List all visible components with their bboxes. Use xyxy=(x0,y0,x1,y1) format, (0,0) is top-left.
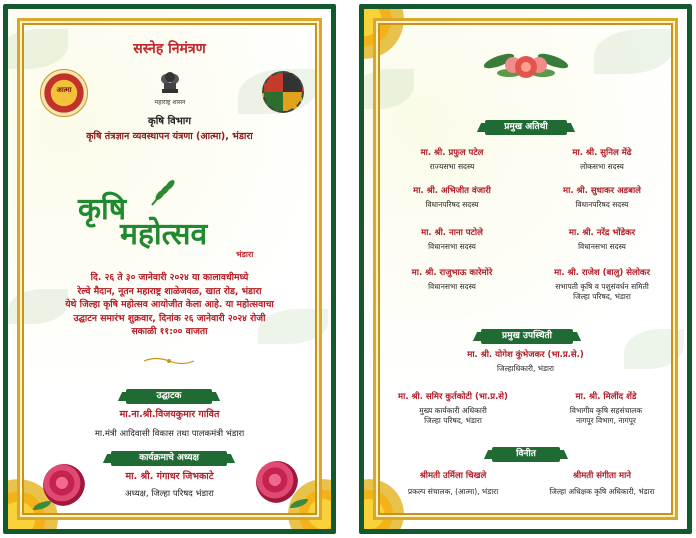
rose-decoration xyxy=(256,461,298,503)
humble-label: विनीत xyxy=(492,447,560,462)
state-emblem-icon xyxy=(158,67,182,97)
guest-name: मा. श्री. अभिजीत वंजारी xyxy=(413,186,491,196)
presence-entry xyxy=(536,391,676,426)
guest-entry xyxy=(532,227,672,252)
guest-name: मा. श्री. प्रफुल पटेल xyxy=(420,148,484,158)
rose-decoration xyxy=(43,464,85,506)
guest-name: मा. श्री. राजेश (बालु) सेलोकर xyxy=(554,268,650,278)
guest-role: विधानपरिषद सदस्य xyxy=(575,200,629,209)
presence-name: मा. श्री. योगेश कुंभेजकर (भा.प्र.से.) xyxy=(467,350,584,360)
guest-entry xyxy=(382,227,522,252)
guest-role: विधानपरिषद सदस्य xyxy=(425,200,479,209)
event-line: सकाळी ११:०० वाजता xyxy=(131,326,208,337)
department-name: कृषि विभाग xyxy=(148,116,191,127)
guest-entry xyxy=(382,267,522,292)
presence-role: मुख्य कार्यकारी अधिकारी xyxy=(419,406,487,415)
guest-name: मा. श्री. नरेंद्र भोंडेकर xyxy=(568,228,636,238)
event-line: उद्घाटन समारंभ शुक्रवार, दिनांक २६ जानेवारी २०२४ रोजी xyxy=(73,312,266,324)
humble-entry xyxy=(524,470,680,497)
presence-role-line2: नागपूर विभाग, नागपूर xyxy=(575,416,636,425)
festival-title-word1: कृषि xyxy=(78,192,127,227)
presence-name: मा. श्री. मिलींद शेंडे xyxy=(575,392,637,402)
guest-entry xyxy=(532,147,672,172)
guest-entry xyxy=(524,267,680,302)
presence-entry xyxy=(364,349,687,374)
guest-entry xyxy=(532,185,672,210)
event-description xyxy=(22,271,317,339)
guest-role: विधानसभा सदस्य xyxy=(428,242,476,251)
presence-name: मा. श्री. समिर कुर्तकोटी (भा.प्र.से) xyxy=(398,392,508,402)
humble-name: श्रीमती उर्मिला चिखले xyxy=(419,471,487,481)
floral-ornament xyxy=(479,41,573,89)
guest-role: सभापती कृषि व पशुसंवर्धन समिती xyxy=(555,282,649,291)
guest-name: मा. श्री. नाना पटोले xyxy=(421,228,483,238)
event-line: येथे जिल्हा कृषि महोत्सव आयोजीत केला आहे. या महोत्सवाचा xyxy=(65,299,274,310)
guest-name: मा. श्री. सुधाकर अडबाले xyxy=(563,186,641,196)
guest-name: मा. श्री. राजुभाऊ कारेमोरे xyxy=(411,268,493,278)
presence-role: विभागीय कृषि सहसंचालक xyxy=(569,406,643,415)
presence-role-line2: जिल्हा परिषद, भंडारा xyxy=(424,416,482,425)
presence-role: जिल्हाधिकारी, भंडारा xyxy=(497,364,554,373)
humble-name: श्रीमती संगीता माने xyxy=(572,471,632,481)
invitation-heading: सस्नेह निमंत्रण xyxy=(133,41,206,57)
guest-role: विधानसभा सदस्य xyxy=(578,242,626,251)
inaugurator-label: उद्घाटक xyxy=(126,389,212,404)
guest-entry xyxy=(382,147,522,172)
guest-role: राज्यसभा सदस्य xyxy=(429,162,475,171)
festival-title-word2: महोत्सव xyxy=(120,217,208,252)
right-panel xyxy=(359,4,692,534)
sunflower-decoration xyxy=(364,9,404,59)
presence-label: प्रमुख उपस्थिती xyxy=(481,329,573,344)
chief-guests-label: प्रमुख अतिथी xyxy=(485,120,567,135)
president-role: अध्यक्ष, जिल्हा परिषद भंडारा xyxy=(125,489,214,499)
presence-entry xyxy=(378,391,528,426)
event-line: दि. २६ ते ३० जानेवारी २०२४ या कालावधीमध्ये xyxy=(90,272,249,283)
president-label: कार्यक्रमाचे अध्यक्ष xyxy=(111,451,227,466)
humble-role: जिल्हा अधिक्षक कृषि अधिकारी, भंडारा xyxy=(549,487,655,496)
emblem-caption: महाराष्ट्र शासन xyxy=(154,99,186,106)
inaugurator-role: मा.मंत्री आदिवासी विकास तथा पालकमंत्री भंडारा xyxy=(94,429,245,439)
ornament-divider xyxy=(144,351,194,361)
inaugurator-name: मा.ना.श्री.विजयकुमार गावित xyxy=(119,409,220,420)
organisation-name: कृषि तंत्रज्ञान व्यवस्थापन यंत्रणा (आत्मा), भंडारा xyxy=(86,131,253,142)
agri-dept-logo xyxy=(262,71,304,113)
humble-entry xyxy=(378,470,528,497)
atma-logo xyxy=(40,69,88,117)
guest-role: लोकसभा सदस्य xyxy=(580,162,624,171)
guest-role-line2: जिल्हा परिषद, भंडारा xyxy=(573,292,631,301)
guest-role: विधानसभा सदस्य xyxy=(428,282,476,291)
left-panel xyxy=(3,4,336,534)
festival-place: भंडारा xyxy=(236,250,254,259)
wheat-icon xyxy=(148,177,178,207)
event-line: रेल्वे मैदान, नूतन महाराष्ट्र शाळेजवळ, खात रोड, भंडारा xyxy=(77,285,262,297)
president-name: मा. श्री. गंगाधर जिभकाटे xyxy=(125,471,214,482)
atma-logo-text: आत्मा xyxy=(56,86,72,94)
guest-entry xyxy=(382,185,522,210)
guest-name: मा. श्री. सुनिल मेंढे xyxy=(572,148,632,158)
humble-role: प्रकल्प संचालक, (आत्मा), भंडारा xyxy=(407,487,499,496)
